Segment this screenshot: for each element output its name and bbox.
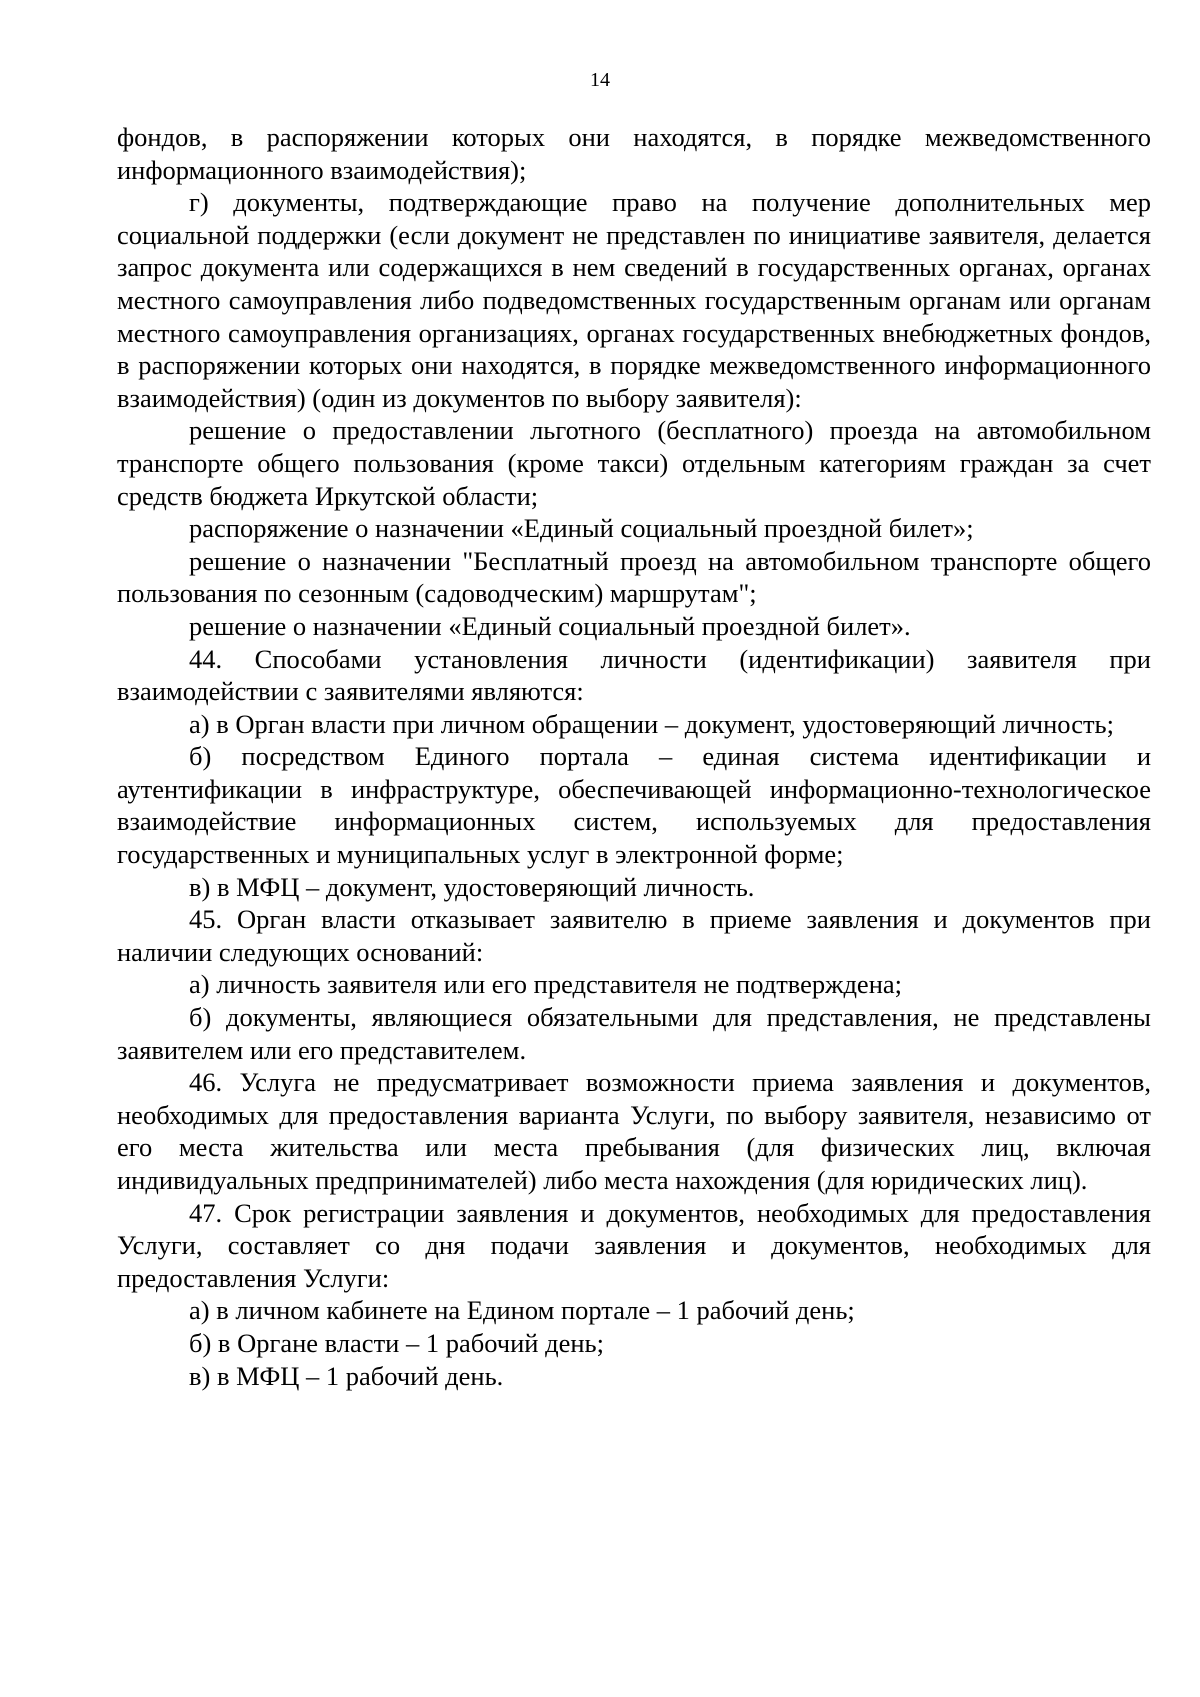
paragraph: в) в МФЦ – 1 рабочий день. bbox=[189, 1360, 504, 1391]
document-body bbox=[117, 121, 1151, 1392]
paragraph: 45. Орган власти отказывает заявителю в приеме заявления и документов при наличии следующих оснований: bbox=[117, 904, 1151, 967]
paragraph: б) в Органе власти – 1 рабочий день; bbox=[189, 1327, 604, 1358]
paragraph: в) в МФЦ – документ, удостоверяющий личность. bbox=[189, 871, 755, 902]
paragraph: распоряжение о назначении «Единый социальный проездной билет»; bbox=[189, 513, 974, 544]
paragraph: а) в Орган власти при личном обращении – документ, удостоверяющий личность; bbox=[189, 708, 1114, 739]
paragraph: 44. Способами установления личности (идентификации) заявителя при взаимодействии с заявителями являются: bbox=[117, 643, 1151, 707]
paragraph: 47. Срок регистрации заявления и документов, необходимых для предоставления Услуги, составляет со дня подачи заявления и документов, необходимых для предоставления Услуги: bbox=[117, 1197, 1151, 1293]
paragraph: фондов, в распоряжении которых они находятся, в порядке межведомственного информационного взаимодействия); bbox=[117, 122, 1151, 185]
paragraph: решение о назначении «Единый социальный проездной билет». bbox=[189, 610, 911, 641]
paragraph: г) документы, подтверждающие право на получение дополнительных мер социальной поддержки (если документ не представлен по инициативе заявителя, делается запрос документа или содержащихся в нем сведений в государственных органах, органах местного самоуправления либо подведомственных государственным органам или органам местного самоуправления организациях, органах государственных внебюджетных фондов, в распоряжении которых они находятся, в порядке межведомственного информационного взаимодействия) (один из документов по выбору заявителя): bbox=[117, 187, 1151, 413]
paragraph: б) посредством Единого портала – единая система идентификации и аутентификации в инфраструктуре, обеспечивающей информационно-технологическое взаимодействие информационных систем, используемых для предоставления государственных и муниципальных услуг в электронной форме; bbox=[117, 741, 1151, 870]
paragraph: а) в личном кабинете на Едином портале – 1 рабочий день; bbox=[189, 1295, 855, 1326]
page-number: 14 bbox=[590, 69, 610, 91]
paragraph: 46. Услуга не предусматривает возможности приема заявления и документов, необходимых для предоставления варианта Услуги, по выбору заявителя, независимо от его места жительства или места пребывания (для физических лиц, включая индивидуальных предпринимателей) либо места нахождения (для юридических лиц). bbox=[117, 1067, 1151, 1195]
paragraph: а) личность заявителя или его представителя не подтверждена; bbox=[189, 969, 903, 1000]
paragraph: решение о назначении "Бесплатный проезд на автомобильном транспорте общего пользования по сезонным (садоводческим) маршрутам"; bbox=[117, 545, 1151, 609]
paragraph: б) документы, являющиеся обязательными для представления, не представлены заявителем или его представителем. bbox=[117, 1002, 1151, 1065]
paragraph: решение о предоставлении льготного (бесплатного) проезда на автомобильном транспорте общего пользования (кроме такси) отдельным категориям граждан за счет средств бюджета Иркутской области; bbox=[117, 415, 1151, 511]
